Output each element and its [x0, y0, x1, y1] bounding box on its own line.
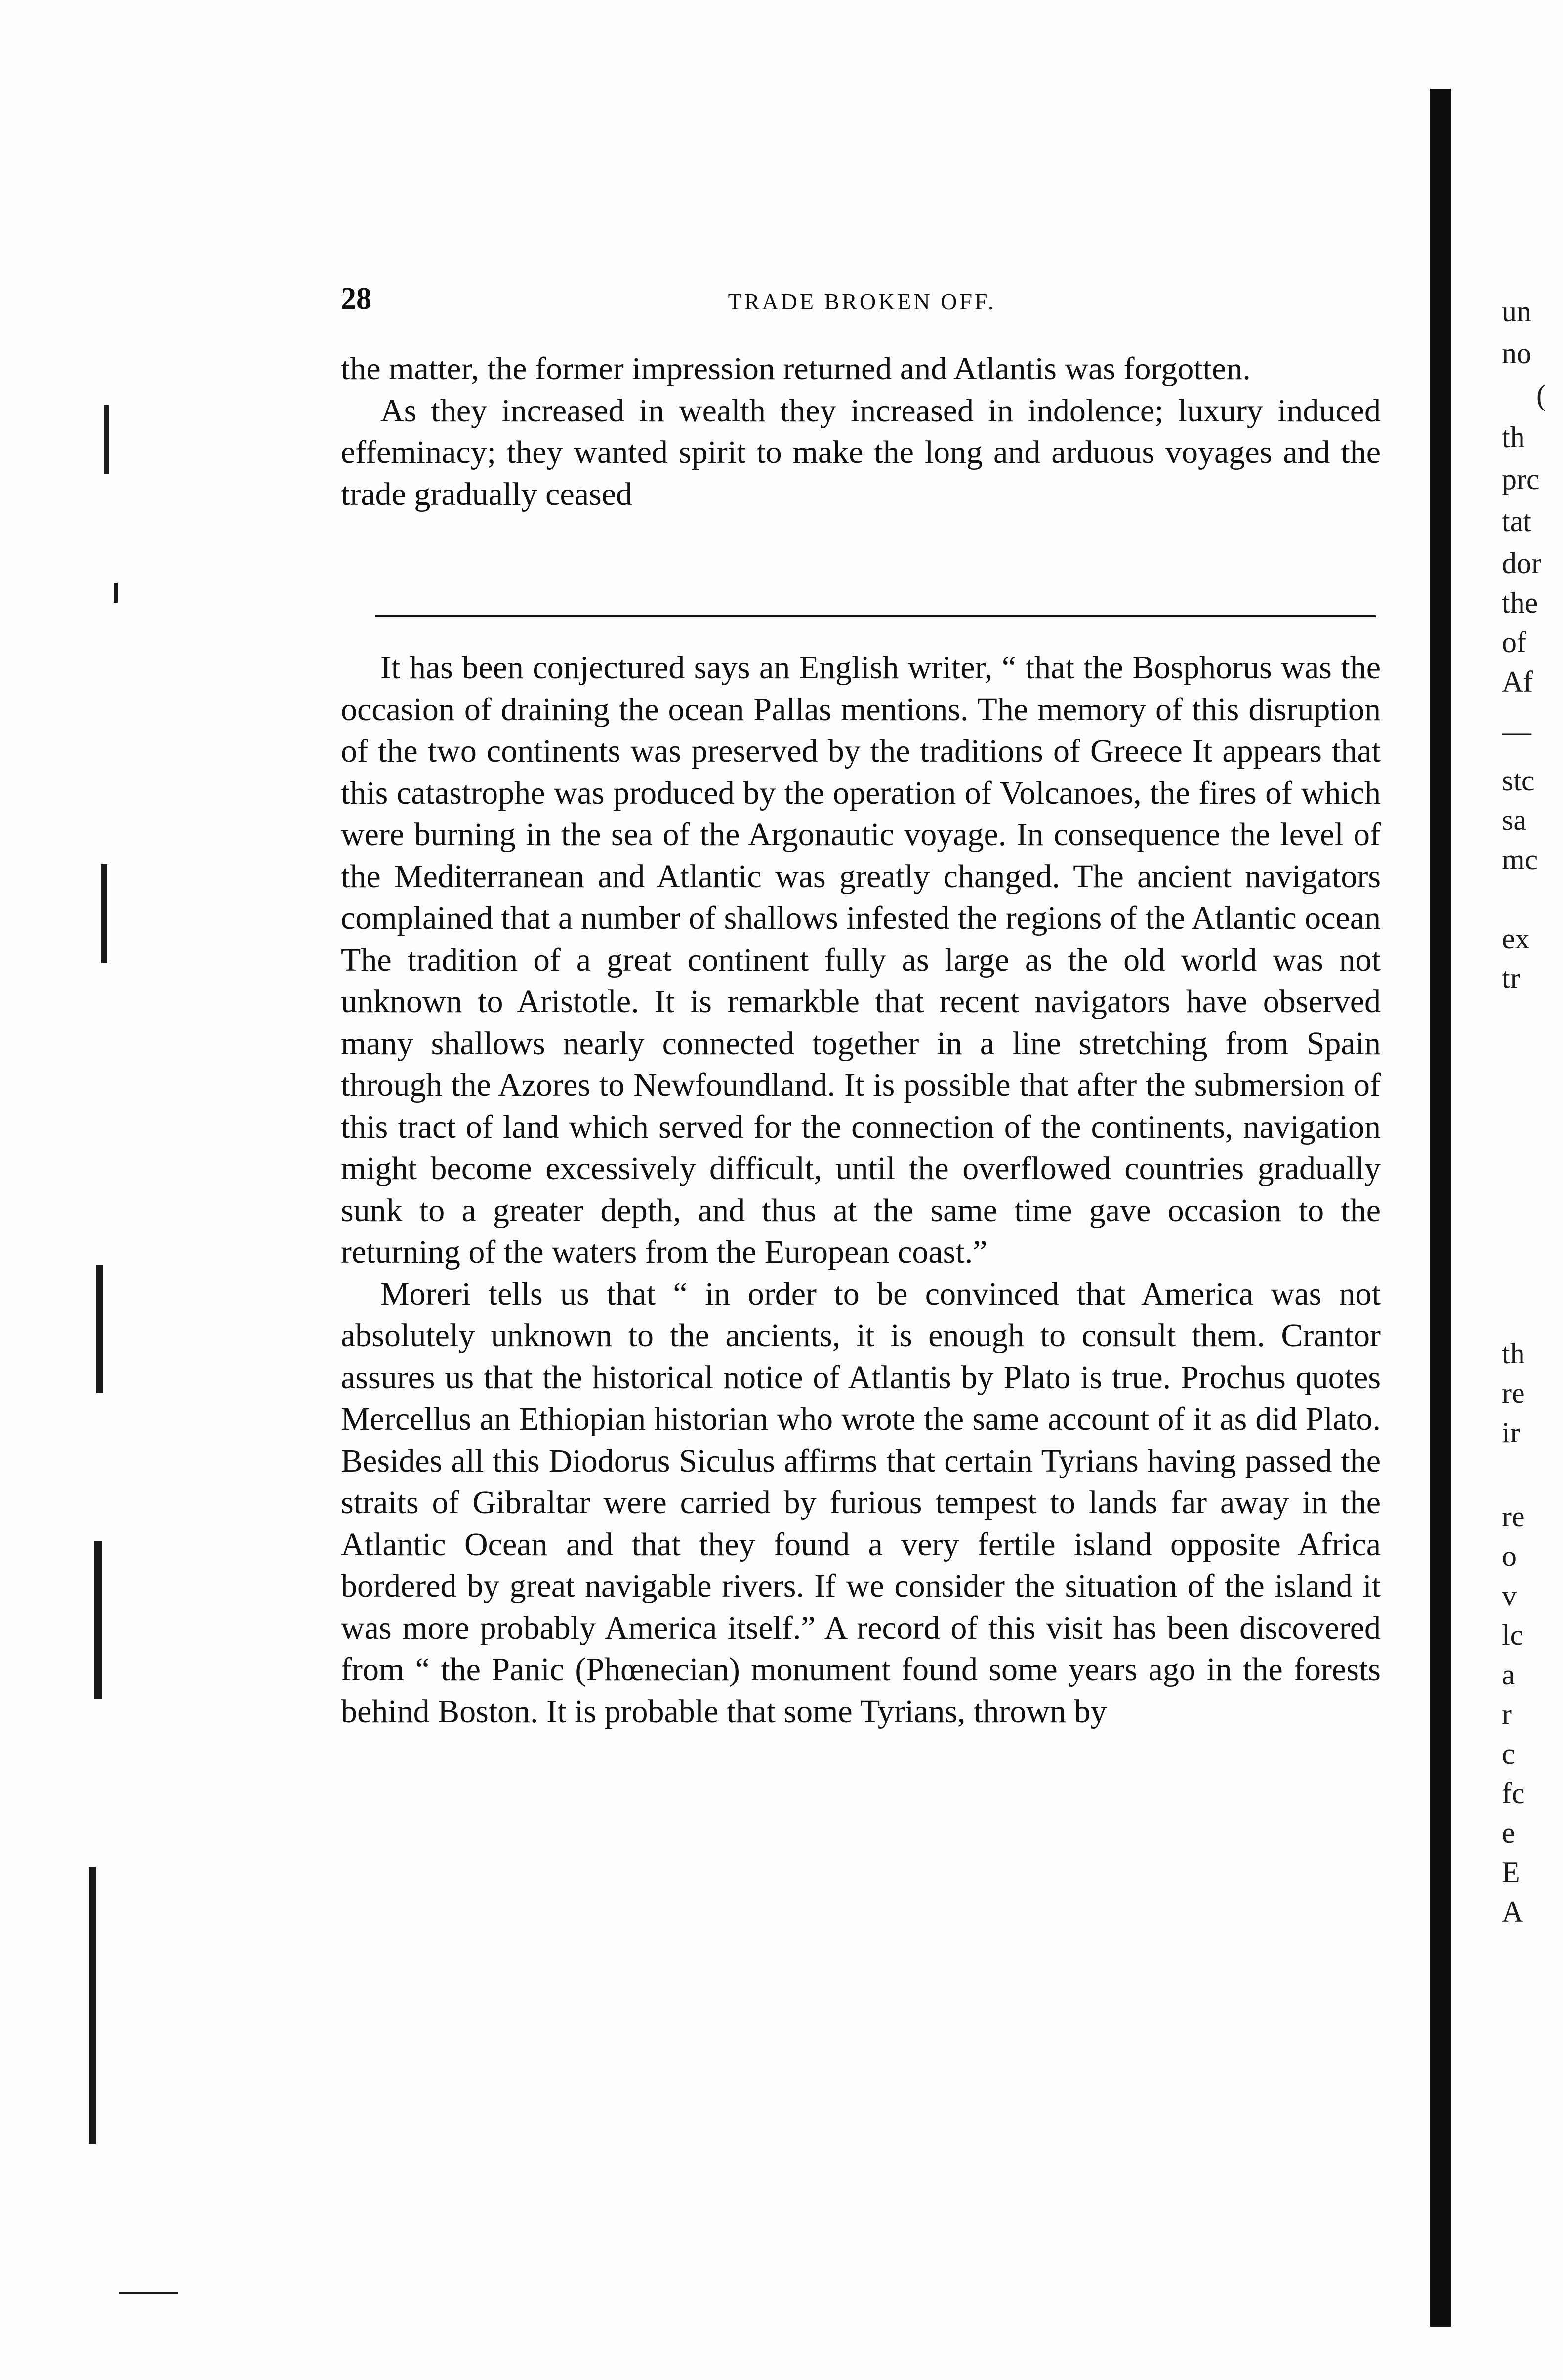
adjacent-page-fragment: mc — [1502, 843, 1538, 876]
adjacent-page-fragment: ex — [1502, 922, 1530, 955]
adjacent-page-fragment: prc — [1502, 463, 1540, 495]
adjacent-page-fragment: the — [1502, 586, 1538, 619]
adjacent-page-fragment: r — [1502, 1698, 1512, 1730]
adjacent-page-fragment: tat — [1502, 505, 1531, 537]
page-number: 28 — [341, 282, 371, 316]
gutter-artifact — [104, 405, 109, 474]
adjacent-page-fragment: c — [1502, 1737, 1515, 1770]
gutter-artifact — [89, 1867, 96, 2144]
adjacent-page-fragment: re — [1502, 1500, 1525, 1533]
footnote-rule — [375, 615, 1376, 617]
adjacent-page-fragment: dor — [1502, 547, 1541, 579]
adjacent-page-fragment: fc — [1502, 1777, 1525, 1809]
adjacent-page-fragment: no — [1502, 337, 1531, 369]
adjacent-page-fragment: lc — [1502, 1619, 1523, 1651]
quoted-text — [341, 647, 1381, 1732]
book-spine-shadow — [1430, 89, 1451, 2327]
adjacent-page-fragment: of — [1502, 626, 1526, 658]
adjacent-page-fragment: — — [1502, 715, 1531, 747]
adjacent-page-fragment: re — [1502, 1377, 1525, 1409]
paragraph: Moreri tells us that “ in order to be convinced that America was not absolutely unknown to the ancients, it is enough to consult them. Crantor assures us that the historical notice of Atlantis by Plato is true. Prochus quotes Mercellus an Ethiopian historian who wrote the same account of it as did Plato. Besides all this Diodorus Siculus affirms that certain Tyrians having passed the straits of Gibraltar were carried by furious tempest to lands far away in the Atlantic Ocean and that they found a very fertile island opposite Africa bordered by great navigable rivers. If we consider the situation of the island it was more probably America itself.” A record of this visit has been discovered from “ the Panic (Phœnecian) monument found some years ago in the forests behind Boston. It is probable that some Tyrians, thrown by — [341, 1275, 1381, 1729]
adjacent-page-fragment: th — [1502, 1337, 1525, 1370]
adjacent-page-fragment: v — [1502, 1579, 1517, 1612]
adjacent-page-fragment: o — [1502, 1540, 1517, 1572]
page-header — [341, 282, 1383, 326]
gutter-artifact — [101, 864, 107, 963]
paragraph: As they increased in wealth they increased in indolence; luxury induced effeminacy; they wanted spirit to make the long and arduous voyages and the trade gradually ceased — [341, 392, 1381, 512]
adjacent-page-fragment: a — [1502, 1658, 1515, 1691]
paragraph: It has been conjectured says an English writer, “ that the Bosphorus was the occasion of draining the ocean Pallas mentions. The memory of this disruption of the two continents was preserved by the traditions of Greece It appears that this catastrophe was produced by the operation of Volcanoes, the fires of which were burning in the sea of the Argonautic voyage. In consequence the level of the Mediterranean and Atlantic was greatly changed. The ancient navigators complained that a number of shallows infested the regions of the Atlantic ocean The tradition of a great continent fully as large as the old world was not unknown to Aristotle. It is remarkble that recent navigators have observed many shallows nearly connected together in a line stretching from Spain through the Azores to Newfoundland. It is possible that after the submersion of this tract of land which served for the connection of the continents, navigation might become excessively difficult, until the overflowed countries gradually sunk to a greater depth, and thus at the same time gave occasion to the returning of the waters from the European coast.” — [341, 650, 1381, 1270]
adjacent-page-fragment: E — [1502, 1856, 1520, 1888]
adjacent-page-fragment: un — [1502, 295, 1531, 328]
main-text — [341, 348, 1381, 515]
gutter-artifact — [114, 583, 118, 603]
gutter-artifact — [119, 2292, 178, 2294]
gutter-artifact — [96, 1265, 103, 1393]
adjacent-page-fragment: A — [1502, 1895, 1523, 1928]
adjacent-page-fragment: Af — [1502, 665, 1533, 698]
adjacent-page-fragment: e — [1502, 1816, 1515, 1849]
running-title: TRADE BROKEN OFF. — [728, 289, 996, 314]
adjacent-page-fragment: ( — [1536, 379, 1546, 411]
paragraph: the matter, the former impression returned and Atlantis was forgotten. — [341, 351, 1251, 387]
gutter-artifact — [94, 1541, 102, 1699]
adjacent-page-fragment: ir — [1502, 1416, 1520, 1449]
adjacent-page-fragment: sa — [1502, 804, 1526, 836]
adjacent-page-fragment: stc — [1502, 764, 1535, 797]
adjacent-page-fragment: tr — [1502, 962, 1520, 994]
adjacent-page-fragment: th — [1502, 421, 1525, 453]
